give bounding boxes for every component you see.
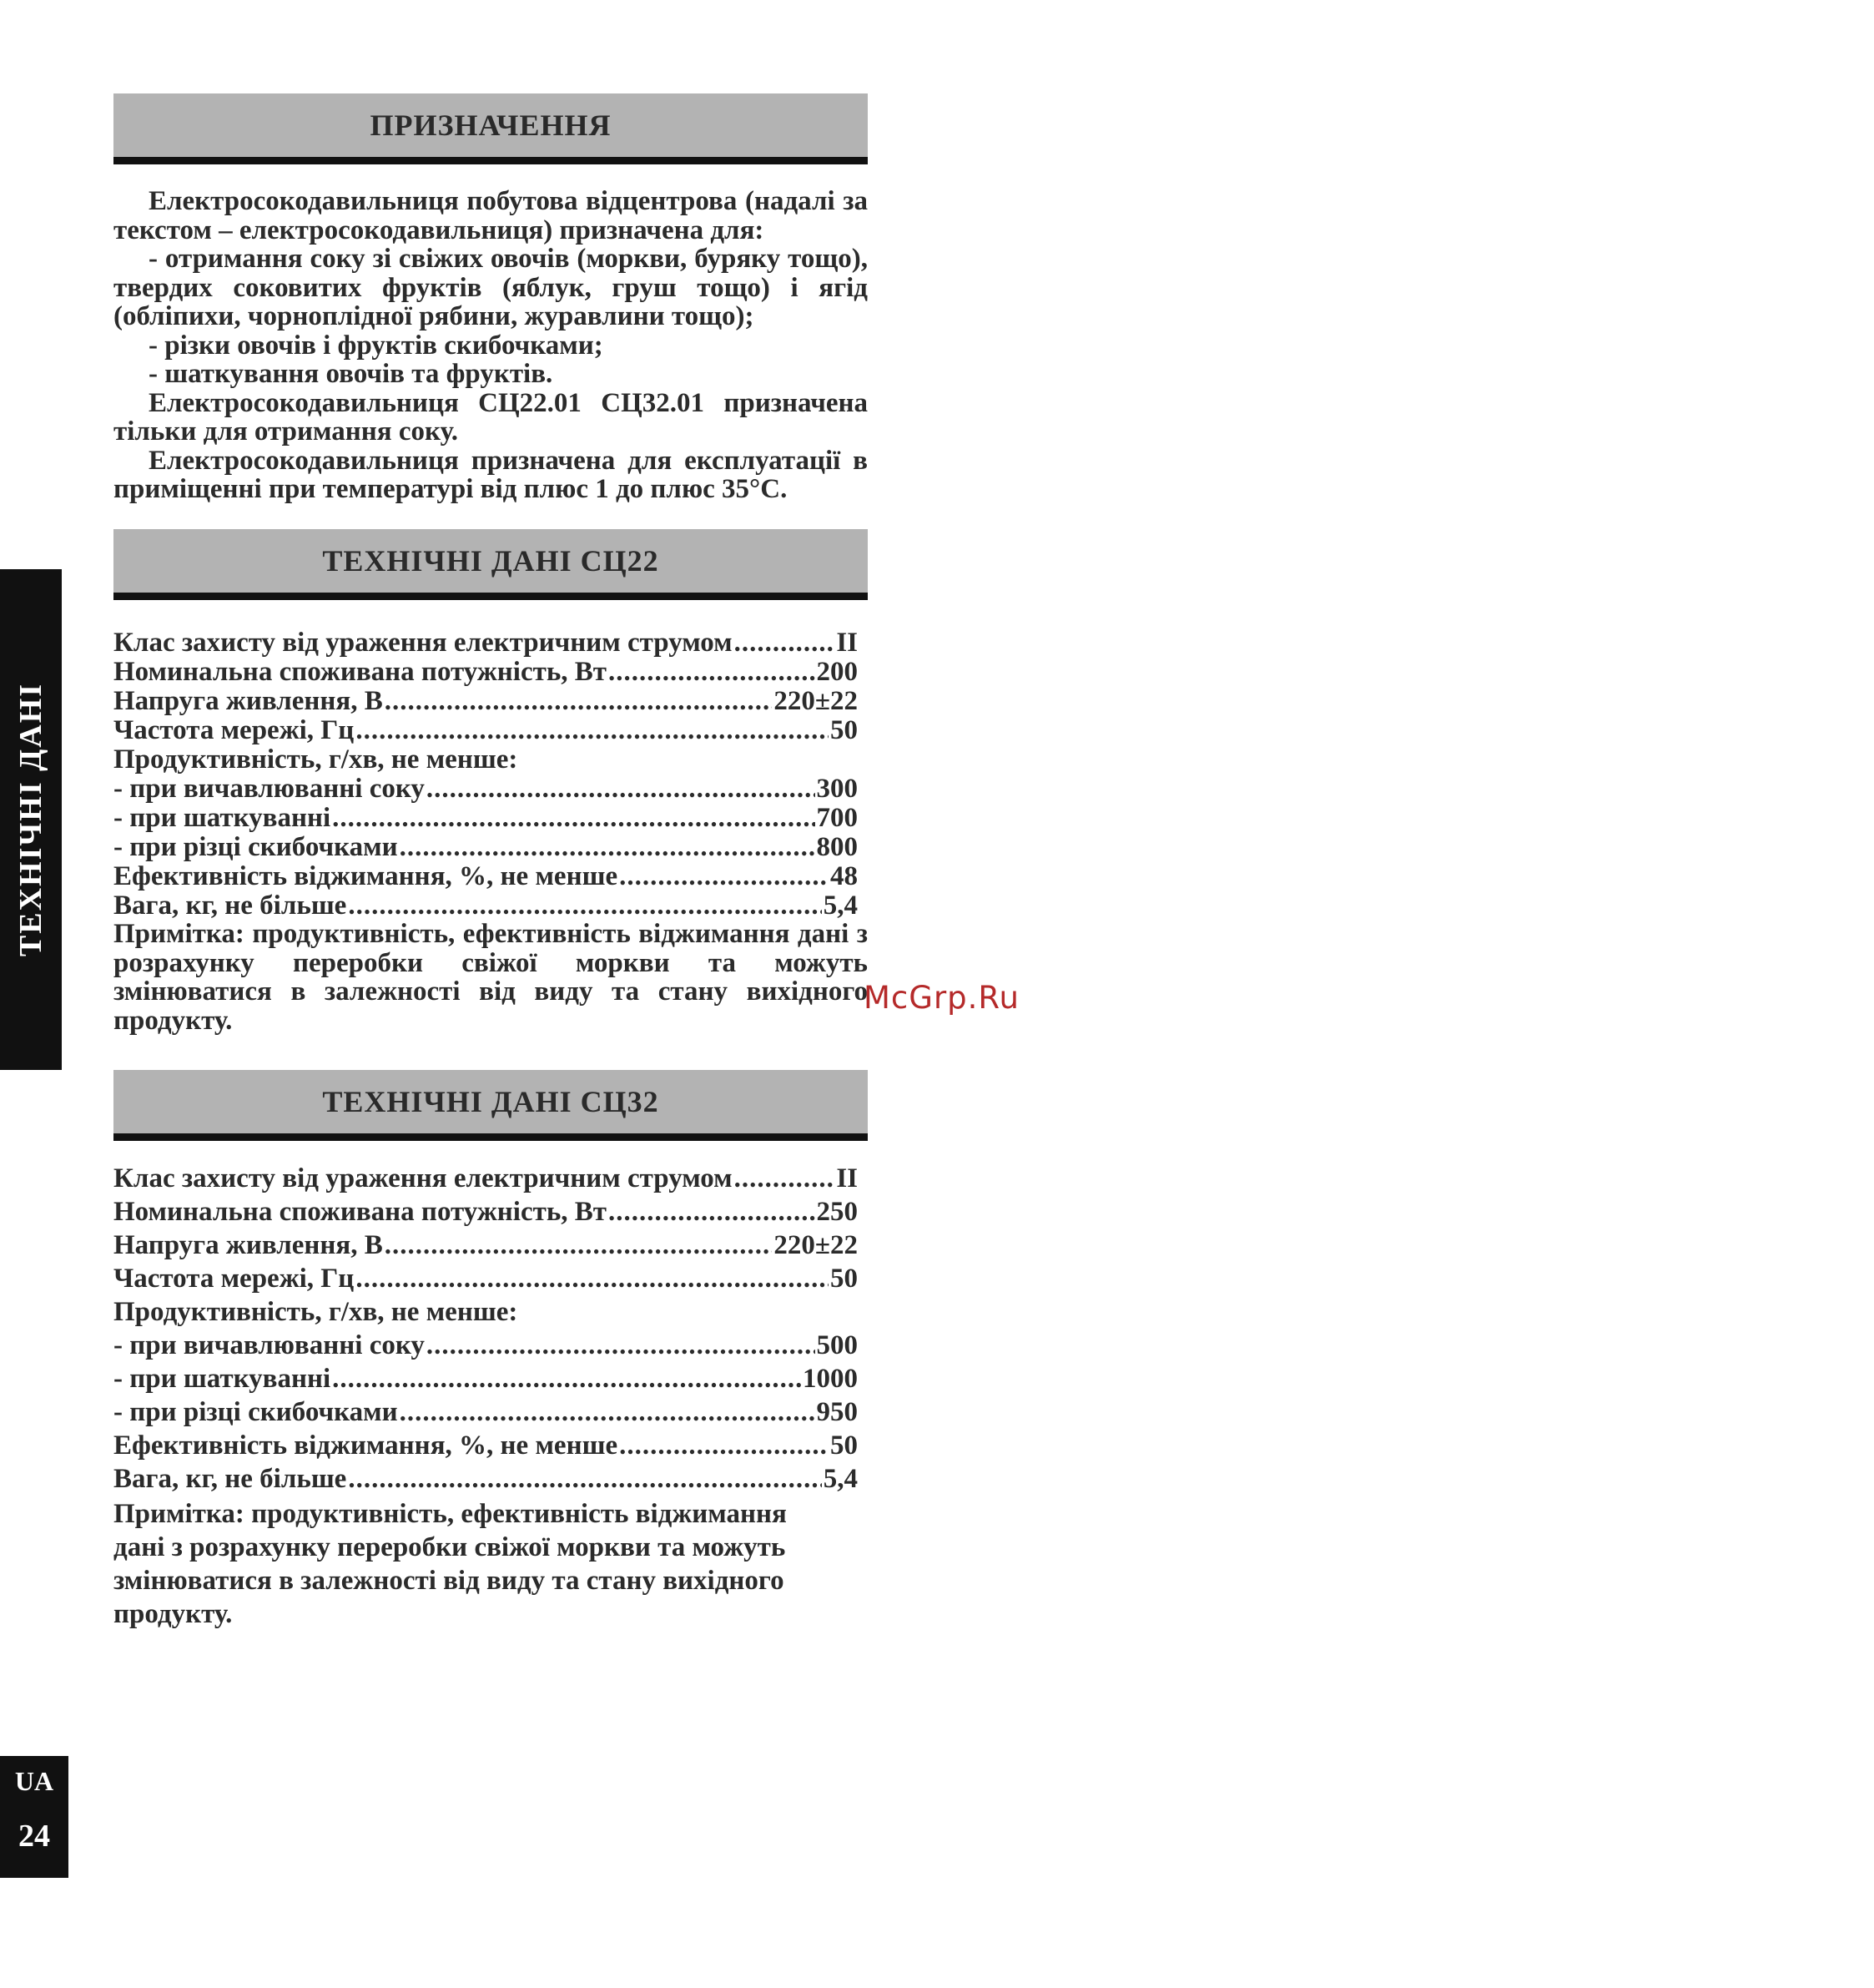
spec-row <box>113 1430 858 1464</box>
note-label: Примітка: <box>113 919 244 949</box>
spec-label: Клас захисту від ураження електричним струмом <box>113 1163 733 1193</box>
spec-value: 800 <box>816 832 858 862</box>
spec-row <box>113 774 858 803</box>
spec-row <box>113 657 858 686</box>
spec-value: 700 <box>816 803 858 833</box>
side-section-tab <box>0 569 62 1070</box>
spec-label: - при шаткуванні <box>113 1364 331 1394</box>
spec-value: 200 <box>816 657 858 687</box>
watermark-link[interactable]: McGrp.Ru <box>864 980 1020 1016</box>
purpose-paragraph: Електросокодавильниця призначена для експлуатації в приміщенні при температурі від плюс 1 до плюс 35°С. <box>113 445 868 504</box>
spec-value: 950 <box>816 1397 858 1427</box>
sc32-heading: ТЕХНІЧНІ ДАНІ СЦ32 <box>113 1070 868 1141</box>
spec-label: - при різці скибочками <box>113 832 398 862</box>
spec-row <box>113 1163 858 1197</box>
sc22-heading: ТЕХНІЧНІ ДАНІ СЦ22 <box>113 529 868 600</box>
spec-value: 300 <box>816 774 858 804</box>
spec-label: Напруга живлення, В <box>113 1230 383 1260</box>
spec-row <box>113 861 858 891</box>
spec-label: Напруга живлення, В <box>113 686 383 716</box>
spec-value: II <box>836 1163 858 1193</box>
note-text: продуктивність, ефективність віджимання дані з розрахунку переробки свіжої моркви та можуть змінюватися в залежності від виду та стану вихідного продукту. <box>113 1499 787 1629</box>
spec-value: 50 <box>830 1264 858 1294</box>
spec-row <box>113 715 858 744</box>
spec-label: Вага, кг, не більше <box>113 1464 347 1494</box>
purpose-body <box>113 187 868 504</box>
spec-label: Клас захисту від ураження електричним струмом <box>113 628 733 658</box>
spec-value: 1000 <box>803 1364 858 1394</box>
spec-row <box>113 628 858 657</box>
spec-label: - при різці скибочками <box>113 1397 398 1427</box>
spec-label: Номинальна споживана потужність, Вт <box>113 657 607 687</box>
spec-label: Частота мережі, Гц <box>113 1264 355 1294</box>
spec-row <box>113 832 858 861</box>
spec-value: 250 <box>816 1197 858 1227</box>
spec-row <box>113 1330 858 1364</box>
spec-label: Ефективність віджимання, %, не менше <box>113 861 618 891</box>
spec-label: - при вичавлюванні соку <box>113 1330 425 1360</box>
spec-row <box>113 1464 858 1497</box>
purpose-paragraph: - шаткування овочів та фруктів. <box>149 359 553 389</box>
spec-label: Ефективність віджимання, %, не менше <box>113 1430 618 1461</box>
sc32-specs <box>113 1163 868 1631</box>
language-code: UA <box>14 1766 54 1796</box>
spec-row <box>113 1230 858 1264</box>
spec-value: 500 <box>816 1330 858 1360</box>
page-number: 24 <box>18 1819 50 1854</box>
spec-value: 5,4 <box>823 891 858 921</box>
page-number-tab <box>0 1756 68 1878</box>
spec-value: 50 <box>830 1430 858 1461</box>
sc22-specs <box>113 628 868 1035</box>
spec-value: 5,4 <box>823 1464 858 1494</box>
spec-label: Номинальна споживана потужність, Вт <box>113 1197 607 1227</box>
note-text: продуктивність, ефективність віджимання дані з розрахунку переробки свіжої моркви та можуть змінюватися в залежності від виду та стану вихідного продукту. <box>113 919 869 1036</box>
spec-value: 50 <box>830 715 858 745</box>
purpose-paragraph: Електросокодавильниця побутова відцентрова (надалі за текстом – електросокодавильниця) призначена для: <box>113 186 868 245</box>
spec-label: - при шаткуванні <box>113 803 331 833</box>
spec-label: - при вичавлюванні соку <box>113 774 425 804</box>
spec-row <box>113 803 858 832</box>
spec-value: II <box>836 628 858 658</box>
spec-subheading: Продуктивність, г/хв, не менше: <box>113 1297 518 1327</box>
spec-row <box>113 1264 858 1297</box>
sc32-note <box>113 1497 814 1631</box>
spec-row <box>113 891 858 920</box>
spec-row <box>113 1397 858 1430</box>
spec-label: Вага, кг, не більше <box>113 891 347 921</box>
purpose-paragraph: Електросокодавильниця СЦ22.01 СЦ32.01 призначена тільки для отримання соку. <box>113 387 868 447</box>
spec-row <box>113 686 858 715</box>
purpose-paragraph: - отримання соку зі свіжих овочів (моркви, буряку тощо), твердих соковитих фруктів (яблук, груш тощо) і ягід (обліпихи, чорноплідної рябини, журавлини тощо); <box>113 244 868 331</box>
spec-row <box>113 1364 858 1397</box>
spec-value: 220±22 <box>773 686 858 716</box>
purpose-heading: ПРИЗНАЧЕННЯ <box>113 93 868 164</box>
purpose-paragraph: - різки овочів і фруктів скибочками; <box>149 330 603 361</box>
spec-label: Частота мережі, Гц <box>113 715 355 745</box>
side-section-label: ТЕХНІЧНІ ДАНІ <box>13 682 48 957</box>
sc22-note <box>113 920 868 1035</box>
spec-subheading: Продуктивність, г/хв, не менше: <box>113 744 518 775</box>
spec-row <box>113 1197 858 1230</box>
spec-value: 48 <box>830 861 858 891</box>
spec-value: 220±22 <box>773 1230 858 1260</box>
note-label: Примітка: <box>113 1499 244 1529</box>
